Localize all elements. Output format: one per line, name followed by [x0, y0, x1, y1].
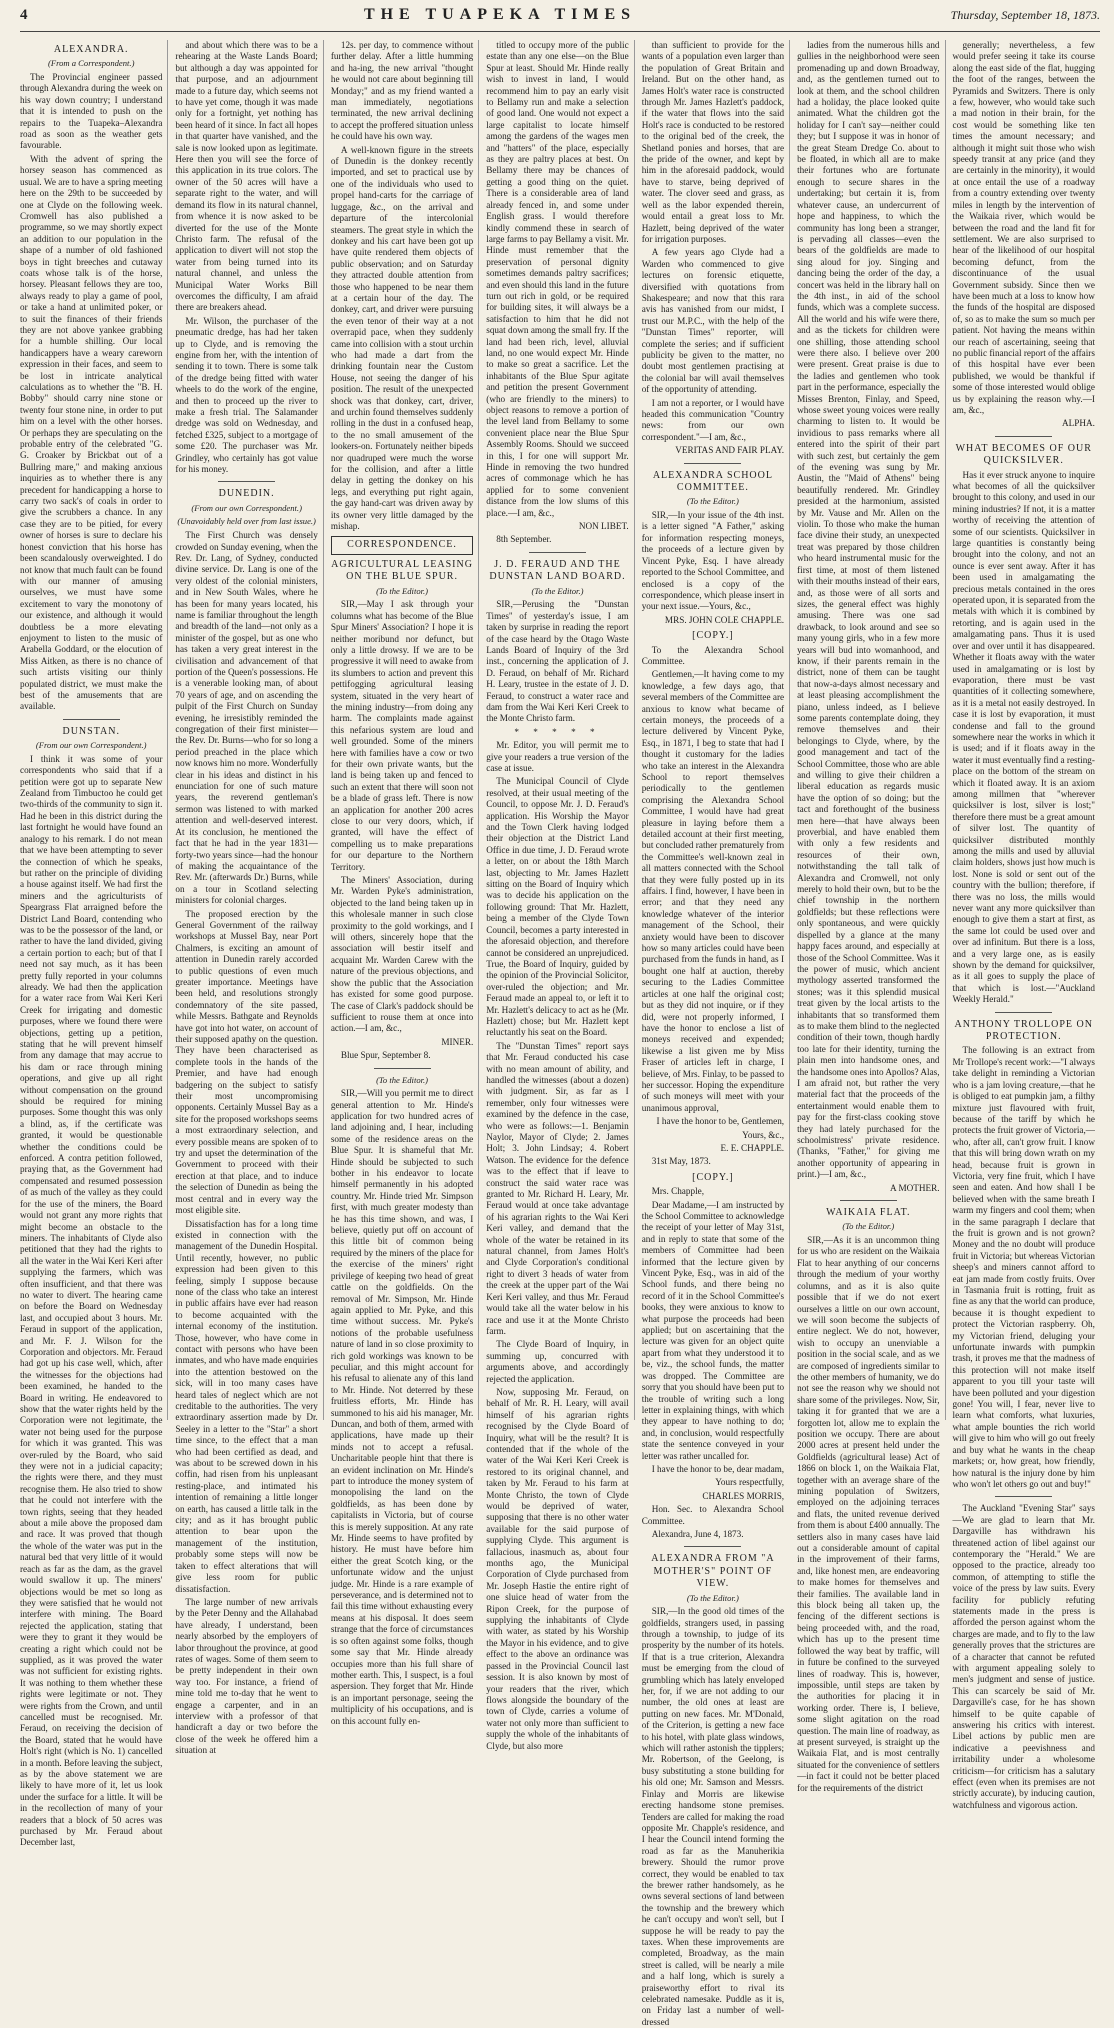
signature: CHARLES MORRIS,: [702, 1490, 785, 1501]
column-6: [797, 40, 945, 1793]
copy-label: [COPY.]: [692, 630, 734, 642]
signature: A MOTHER.: [890, 1182, 940, 1193]
paragraph: The Miners' Association, during Mr. Warden Pyke's administration, objected to the land being taken up in this wholesale manner in such close proximity to the gold workings, and I will others, sincerely hope that the association will bestir itself and acquaint Mr. Warden Carew with the nature of the previous objections, and show the public that the Association has existed for some good purpose. The case of Clark's paddock should be sufficient to rouse them at once into action.—I am, &c.,: [330, 875, 474, 1034]
divider: [374, 1068, 431, 1069]
divider: [63, 719, 120, 720]
letter-yours: Yours, &c.,: [742, 1129, 785, 1140]
divider: [995, 1496, 1052, 1497]
paragraph: and about which there was to be a rehearing at the Waste Lands Board; but although a day was appointed for that purpose, and an adjournment made to a future day, which seems not to have yet come, though it was made only for a fortnight, yet nothing has been heard of it since. In fact all hopes in that quarter have vanished, and the sale is now looked upon as legitimate. Here then you will see the force of this application in its true colors. The owner of the 50 acres will have a separate right to the water, and will demand its flow in its natural channel, from whence it is now asked to be diverted for the use of the Monte Christo farm. The refusal of the application to divert will not stop the water from being turned into its natural channel, and unless the Municipal Water Works Bill overcomes the difficulty, I am afraid there are breakers ahead.: [175, 40, 318, 313]
paragraph: ladies from the numerous hills and gullies in the neighborhood were seen promenading up and down Broadway, and, as the gentlemen turned out to look at them, and the school children had a holiday, the place looked quite animated. What the children got the holiday for I can't say—neither could they; but I suppose it was in honor of the great Steam Dredge Co. about to be floated, in which all are to make their fortunes who are fortunate enough to secure shares in the undertaking; but certain it is, from whatever cause, an undercurrent of hope and happiness, to which the community has long been a stranger, is pervading all classes—even the bears of the goldfields are made to sing aloud for joy. Singing and dancing being the order of the day, a concert was held in the library hall on the 4th inst., in aid of the school funds, which was a complete success. All the world and his wife were there, and as the tickets for children were one shilling, those attending school were there also. I believe over 200 were present. Great praise is due to the ladies and gentlemen who took part in the performance, especially the Misses Brenton, Finlay, and Speed, whose sweet young voices were really charming to listen to. It would be invidious to pass remarks where all entered into the spirit of their part with such zest, but certainly the gem of the evening was sung by Mr. Austin, the "Maid of Athens" being beautifully rendered. Mr. Grindley presided at the harmonium, assisted by Mr. Vause and Mr. Allen on the violin. To those who make the human face divine their study, an unexpected treat was prepared by those children who heard instrumental music for the first time, at most of them listened with their mouths instead of their ears, and, as those were of all sorts and sizes, the general effect was highly amusing. There was one sad drawback, to look around and see so many young girls, who in a few more years will bud into womanhood, and know, if their parents remain in the district, none of them can be taught that now-a-days almost necessary and at least pleasing accomplishment the piano, unless indeed, as I believe some parents contemplate doing, they remove themselves and their belongings to Clyde, where, by the good management and tact of the School Committee, those who are able and willing to give their children a liberal education as regards music have the option of so doing; but the tact and forethought of the business men here—that have always been proverbial, and have enabled them with only a few residents and resources of their own, notwithstanding the tall talk of Alexandra and Cromwell, not only merely to hold their own, but to be the chief township in the northern goldfields; but these reflections were only spontaneous, and were quickly dispelled by a glance at the many happy faces around, and especially at those of the School Committee. Was it the power of music, which ancient mythology asserted transformed the stones; was it this splendid musical treat given by the local artists to the inhabitants that so transformed them as to make them blind to the neglected condition of their town, though hardly too late for their identity, turning the plain men into handsome ones, and the handsome ones into Apollos? Alas, I am afraid not, but rather the very material fact that the proceeds of the entertainment would enable them to pay for the first-class cooking stove they had lately purchased for the schoolmistress' private residence. (Thanks, "Father," for giving me another opportunity of appearing in print.)—I am, &c.,: [797, 40, 940, 1180]
paragraph: A few years ago Clyde had a Warden who commenced to give lectures on forensic etiquette, diversified with quotations from Shakespeare; and now that this rara avis has vanished from our midst, I trust our M.P.C., with the help of the "Dunstan Times" reporter, will complete the series; and if sufficient publicity be given to the matter, no doubt most gentlemen practising at the colonial bar will avail themselves of the opportunity of attending.: [641, 247, 785, 395]
paragraph: SIR,—In your issue of the 4th inst. is a letter signed "A Father," asking for information respecting moneys, the proceeds of a lecture given by Vincent Pyke, Esq. I have already reported to the School Committee, and enclosed is a copy of the correspondence, which please insert in your next issue.—Yours, &c.,: [641, 510, 785, 612]
column-3: [330, 40, 479, 1726]
divider: [684, 463, 741, 464]
letter-addressee: To the Alexandra School Committee.: [641, 644, 785, 666]
paragraph: A well-known figure in the streets of Dunedin is the donkey recently imported, and set to practical use by one of the individuals who used to propel hand-carts for the carriage of luggage, &c., on the arrival and departure of the intercolonial steamers. The great style in which the donkey and his cart have been got up have quite rendered them objects of public observation; and on Saturday they attracted double attention from those who happened to be near them at a certain hour of the day. The donkey, cart, and driver were pursuing the even tenor of their way at a not overrapid pace, when they suddenly came into collision with a stout urchin who had made a dart from the drinking fountain near the Custom House, not seeing the danger of his position. The result of the unexpected shock was that donkey, cart, driver, and urchin found themselves suddenly rolling in the dust in a confused heap, to the no small amusement of the lookers-on. Fortunately neither bipeds nor quadruped were much the worse for the collision, and after a little delay in getting the donkey on his legs, and everything put right again, the gay hand-cart was driven away by its owner very little damaged by the mishap.: [330, 144, 474, 532]
paragraph: The "Dunstan Times" report says that Mr. Feraud conducted his case with no mean amount of ability, and handled the witnesses (about a dozen) with judgment. Sir, as far as I remember, only four witnesses were examined by the defence in the case, who were as follows:—1. Benjamin Naylor, Mayor of Clyde; 2. James Holt; 3. John Lindsay; 4. Robert Watson. The evidence for the defence was to the effect that if leave to construct the said water race was granted to Mr. Richard H. Leary, Mr. Feraud would at once take advantage of his agrarian rights to the Wai Keri Keri valley, and demand that the whole of the water be retained in its natural channel, from James Holt's and Clyde Corporation's conditional right to divert 3 heads of water from the creek at the upper part of the Wai Keri Keri valley, and thus Mr. Feraud would take all the water below in his race and use it at the Monte Christo farm.: [486, 1040, 629, 1336]
letter-close: I have the honor to be, dear madam,: [651, 1463, 785, 1474]
ellipsis-stars: * * * * *: [514, 726, 601, 737]
signature: E. E. CHAPPLE.: [720, 1142, 785, 1153]
paragraph: SIR,—As it is an uncommon thing for us who are resident on the Waikaia Flat to hear anything of our concerns through the medium of your worthy columns, and as it is also quite possible that if we do not exert ourselves a little on our own account, we will soon become the subjects of entire neglect. We do not, however, wish to occupy an unenviable a position in the social scale, and as we are composed of ingredients similar to the other members of humanity, we do not see the reason why we should not share some of the privileges. Now, Sir, taking it for granted that we are a forgotten lot, allow me to explain the position we occupy. There are about 2000 acres at present held under the Goldfields (agricultural lease) Act of 1866 on block 1, on the Waikaia Flat, together with an average share of the mining population of Switzers, employed on the adjoining terraces and flats, the united revenue derived from them is about £400 annually. The settlers also in many cases have laid out a considerable amount of capital in the improvement of their farms, and, like honest men, are endeavoring to make homes for themselves and their families. The available land in this block being all taken up, the fencing of the different sections is being proceeded with, and the road, which has up to the present time followed the way beat by traffic, will in future be confined to the surveyed lines of roadway. This is, however, impossible, until steps are taken by the authorities for placing it in working order. There is, I believe, some slight agitation on the road question. The main line of roadway, as at present surveyed, is straight up the Waikaia Flat, and is most centrally situated for the convenience of settlers—in fact it could not be better placed for the requirements of the district: [797, 1235, 940, 1793]
paragraph: The First Church was densely crowded on Sunday evening, when the Rev. Dr. Lang, of Sydney, conducted divine service. Dr. Lang is one of the very oldest of the colonial ministers, and in New South Wales, where he has been for many years located, his name is familiar throughout the length and breadth of the land—not only as a minister of the gospel, but as one who has taken a very great interest in the civilisation and advancement of that portion of the Queen's possessions. He is a venerable looking man, of about 70 years of age, and on ascending the pulpit of the First Church on Sunday evening, he irresistibly reminded the congregation of their first minister—the Rev. Dr. Burns—who for so long a period preached in the place which now knows him no more. Wonderfully clear in his ideas and distinct in his enunciation for one of such mature years, the reverend gentleman's sermon was listened to with marked attention and well-deserved interest. At its conclusion, he mentioned the fact that he had in the year 1831—forty-two years since—had the honour of making the acquaintance of the Rev. Mr. (afterwards Dr.) Burns, while on a tour in Scotland selecting ministers for colonial charges.: [175, 530, 318, 906]
paragraph: 12s. per day, to commence without further delay. After a little humming and ha-ing, the new arrival "thought he would not care about beginning till Monday;" and as my friend wanted a man immediately, negotiations terminated, the new arrival declining to accept the proffered situation unless he could have his own way.: [330, 40, 474, 142]
byline-dunstan: (From our own Correspondent.): [35, 740, 147, 751]
paragraph: SIR,—Will you permit me to direct general attention to Mr. Hinde's application for two hundred acres of land adjoining and, I hear, including some of the residence areas on the Blue Spur. It is shameful that Mr. Hinde should be subjected to such bother in his endeavor to locate himself permanently in his adopted country. Mr. Hinde tried Mr. Simpson first, with much greater modesty than he has this time shown, and was, I believe, quietly put off on account of this little bit of common being required by the miners of the place for the exercise of the miners' right privilege of keeping two head of great cattle on the goldfields. On the removal of Mr. Simpson, Mr. Hinde again applied to Mr. Pyke, and this time without success. Mr. Pyke's notions of the probable usefulness nature of land in so close proximity to rich gold workings was known to be peculiar, and this might account for his refusal to alienate any of this land to Mr. Hinde. Not deterred by these fruitless efforts, Mr. Hinde has summoned to his aid his manager, Mr. Duncan, and both of them, armed with applications, have made up their minds not to accept a refusal. Uncharitable people hint that there is an evident inclination on Mr. Hinde's part to introduce the money system of monopolising the land on the goldfields, as has been done by capitalists in Victoria, but of course this is merely supposition. At any rate Mr. Hinde seems to have profited by history. He must have before him either the great Scotch king, or the unfortunate widow and the unjust judge. Mr. Hinde is a rare example of perseverance, and is determined not to fail this time without exhausting every means at his disposal. It does seem strange that the force of circumstances is so often against some folks, though some say that Mr. Hinde already occupies more than his full share of mother earth. This, I suspect, is a foul aspersion. They forget that Mr. Hinde is an important personage, seeing the multiplicity of his occupations, and is on this account fully en-: [330, 1088, 474, 1726]
paragraph: I am not a reporter, or I would have headed this communication "Country news: from our own correspondent."—I am, &c.,: [641, 397, 785, 442]
signature-role: Hon. Sec. to Alexandra School Committee.: [641, 1504, 785, 1526]
dateline: Blue Spur, September 8.: [340, 1050, 431, 1061]
heading-waikaia-flat: WAIKAIA FLAT.: [826, 1207, 911, 1219]
column-5: [641, 40, 790, 2027]
column-1: [20, 40, 168, 1848]
signature: MRS. JOHN COLE CHAPPLE.: [664, 614, 785, 625]
letter-body: Gentlemen,—It having come to my knowledge, a few days ago, that several members of the Committee are anxious to know what became of certain moneys, the proceeds of a lecture delivered by Vincent Pyke, Esq., in 1871, I beg to state that had I thought it customary for the ladies who take an interest in the Alexandra School to report themselves periodically to the gentlemen comprising the Alexandra School Committee, I would have had great pleasure in laying before them a detailed account at their first meeting, but concluded rather prematurely from the Committee's well-known zeal in all matters connected with the School that they were fully posted up in its affairs. I find, however, I have been in error; and that they need any knowledge whatever of the interior management of the School, their anxiety would have been to discover how so many articles could have been purchased from the funds in hand, as I bought one half at auction, thereby securing to the Ladies Committee articles at one half the original cost; but as they did not inquire, or if they did, were not properly informed, I have the honor to enclose a list of moneys received and expended; likewise a list given me by Miss Fraser of articles left in charge, I believe, of Mrs. Finlay, to be passed to her successor. Hoping the expenditure of such moneys will meet with your unanimous approval,: [641, 669, 785, 1113]
copy-label: [COPY.]: [692, 1171, 734, 1183]
divider: [684, 1546, 741, 1547]
heading-agricultural-leasing: AGRICULTURAL LEASING ON THE BLUE SPUR.: [331, 558, 473, 583]
dateline: 31st May, 1873.: [651, 1156, 711, 1167]
note-held-over: (Unavoidably held over from last issue.): [177, 516, 316, 527]
paragraph: With the advent of spring the horsey season has commenced as usual. We are to have a spring meeting here on the 29th to be succeeded by one at Clyde on the following week. Cromwell has also published a programme, so we may shortly expect an addition to our population in the shape of a number of old fashioned boys in tight breeches and cutaway coats whose talk is of the horse, horsey. Pleasant fellows they are too, always ready to play a game of pool, or take a hand at unlimited poker, or to suit the finances of their friends they are not above yankee grabbing for a humble shilling. Our local handicappers have a weary careworn expression in their faces, and seem to be lost in intricate analytical calculations as to whether the "B. H. Bobby" should carry nine stone or twenty four stone nine, in order to put him on a level with the other horses. Or perhaps they are speculating on the probable entry of the celebrated "G. G. Croaker by Brickbat out of a Bullring mare," and making anxious inquiries as to whether there is any precedent for handicapping a horse to carry two sack's of coals in order to give the scrubbers a chance. In any case they are to be pitied, for every owner of horses is sure to declare his honest conviction that his horse has been scandalously overweighted. I do not know that much fault can be found with our manner of amusing ourselves, we must have some excitement to vary the monotony of our existence, and although it would doubtless be a more elevating enjoyment to listen to the music of Arabella Goddard, or the elocution of Miss Aitken, as there is no chance of such artists visiting our thinly populated district, we must make the best of the amusements that are available.: [20, 153, 163, 712]
signature: VERITAS AND FAIR PLAY.: [675, 445, 785, 456]
dateline: 8th September.: [496, 534, 552, 545]
signature: ALPHA.: [1062, 418, 1095, 429]
divider: [995, 436, 1052, 437]
heading-trollope: ANTHONY TROLLOPE ON PROTECTION.: [954, 1018, 1093, 1043]
byline-dunedin: (From our own Correspondent.): [191, 502, 302, 513]
signature: MINER.: [441, 1036, 474, 1047]
column-2: [175, 40, 323, 1756]
paragraph: I think it was some of your correspondents who said that if a petition were got up to separate New Zealand from Timbuctoo he could get two-thirds of the community to sign it. Had he been in this district during the last fortnight he would have found an analogy to his remark. I do not mean that we have been attempting to sever the connection of which he speaks, but rather on the principle of dividing a house against itself. We had first the miners and the agriculturists of Speargrass Flat arraigned before the District Land Board, contending who was to be the possessor of the land, or rather to have the land divided, giving a certain portion to each; but of that I need not say much, as it has been pretty fully reported in your columns already. We had then the application for a water race from Wai Keri Keri Creek for irrigating and domestic purposes, where we found there were objections, getting up a petition, stating that he will prevent himself from any damage that may accrue to his dam or race through mining operations, and give up all right without compensation on the ground should be required for mining purposes. Some thought this was only a blind, as, if the certificate was granted, it would be questionable whether the conditions could be enforced. A contra petition followed, praying that, as the Government had compensated and resumed possession of as much of the valley as they could for the use of the miners, the Board would not grant any more rights that might become an obstacle to the miners. The inhabitants of Clyde also petitioned that they had the rights to all the water in the Wai Keri Keri after supplying the farmers, which was often insufficient, and that there was no water to divert. The hearing came on before the Board on Wednesday last, and occupied about 3 hours. Mr. Feraud in support of the application, and Mr. F. J. Wilson for the Corporation and objectors. Mr. Feraud had got up his case well, which, after the witnesses for the objections had been examined, he handed to the Board in writing. He endeavored to show that the water rights held by the Corporation were not legitimate, the water not being used for the purpose for which it was granted. This was over-ruled by the Board, who said they were not in a judicial capacity; the rights were there, and they must recognise them. He also tried to show that he could not interfere with the town rights, seeing that they headed about a mile above the proposed dam and race. It was proved that though the whole of the water was put in the natural bed that very little of it would reach as far as the dam, as the gravel would swallow it up. The miners' objections would be met so long as they were satisfied that he would not interfere with mining. The Board rejected the application, stating that were they to grant it they would be creating a right which could not be supplied, as it was proved the water was not sufficient for existing rights. It was nothing to them whether these rights were legitimate or not. They were rights from the Crown, and until cancelled must be recognised. Mr. Feraud, on receiving the decision of the Board, stated that he would have Holt's right (which is No. 1) cancelled in a month. Before leaving the subject, as by the above statement we are likely to have more of it, let us look under the surface for a little. It will be in the recollection of many of your readers that a block of 50 acres was purchased by Mr. Feraud about December last,: [20, 753, 163, 1848]
heading-dunedin: DUNEDIN.: [218, 488, 275, 500]
signature: NON LIBET.: [578, 521, 629, 532]
paragraph: SIR,—In the good old times of the goldfields, strangers used, in passing through a township, to judge of its prosperity by the number of its hotels. If that is a true criterion, Alexandra must be emerging from the cloud of grumbling which has lately enveloped her, for, if we are not adding to our number, the old ones at least are putting on new faces. Mr. M'Donald, of the Criterion, is getting a new face to his hotel, with plate glass windows, which will rather astonish the tipplers; Mr. Robertson, of the Geelong, is busy substituting a stone building for his old one; Mr. Samson and Messrs. Finlay and Morris are likewise erecting handsome stone premises. Tenders are called for making the road opposite Mr. Chapple's residence, and I hear the Council intend forming the road as far as the Manuherikia brewery. Should the rumor prove correct, they would be enabled to tax the brewer rather handsomely, as he owns several sections of land between the township and the brewery which he can't occupy and won't sell, but I suppose he will be ready to pay the taxes. When these improvements are completed, Broadway, as the main street is called, will be nearly a mile and a half long, which is surely a praiseworthy effort to rival its celebrated namesake. Puddle as it is, on Friday last a number of well-dressed: [641, 1606, 785, 2027]
paragraph: Mr. Wilson, the purchaser of the pneumatic dredge, has had her taken up to Clyde, and is removing the engine from her, with the intention of sending it to town. There is some talk of the dredge being fitted with water wheels to do the work of the engine, and then to proceed up the river to make a fresh trial. The Salamander dredge was sold on Wednesday, and fetched £325, subject to a mortgage of some £20. The purchaser was Mr. Grindley, who certainly has got value for his money.: [175, 315, 318, 475]
masthead: [20, 6, 1100, 32]
to-the-editor: (To the Editor.): [842, 1221, 895, 1232]
divider: [995, 1012, 1052, 1013]
to-the-editor: (To the Editor.): [686, 1592, 739, 1603]
heading-mothers-view: ALEXANDRA FROM "A MOTHER'S" POINT OF VIEW.: [651, 1553, 775, 1590]
divider: [529, 552, 586, 553]
paragraph: The large number of new arrivals by the Peter Denny and the Allahabad have already, I understand, been nearly absorbed by the employers of labor throughout the province, at good rates of wages. Some of them seem to be pretty independent in their own way too. For instance, a friend of mine told me to-day that he went to engage a carpenter, and in an interview with a professor of that handicraft a day or two before the close of the week he offered him a situation at: [175, 1596, 318, 1756]
to-the-editor: (To the Editor.): [531, 585, 584, 596]
paragraph: Has it ever struck anyone to inquire what becomes of all the quicksilver brought to this colony, and used in our mining industries? If not, it is a matter worthy of receiving the attention of some of our scientists. Quicksilver in large quantities is constantly being brought into the colony, and not an ounce is ever sent away. After it has been used in amalgamating the precious metals contained in the ores operated upon, it is separated from the metals with which it is combined by retorting, and is again used in the amalgamating pans. Thus it is used over and over until it has disappeared. Whether it floats away with the water used in amalgamating or is lost by evaporation, there must be vast quantities of it collecting somewhere, as it is a metal not easily destroyed. In case it is lost by evaporation, it must condense and fall to the ground somewhere near the works in which it is used; and if it floats away in the water it must eventually find a resting-place on the bottom of the stream on which it floated away. It is an axiom among millmen that "wherever quicksilver is lost, silver is lost;" therefore there must be a great amount of silver lost. The quantity of quicksilver distributed monthly among the mills and used by alluvial claim holders, shows just how much is lost. None is sold or sent out of the country with the bullion; therefore, if there was no loss, the mills would never want any more quicksilver than enough to give them a start at first, as the same lot could be used over and over ad infinitum. But there is a loss, and a very large one, as is easily shown by the demand for quicksilver, as it all goes to supply the place of that which is lost.—"Auckland Weekly Herald.": [952, 469, 1095, 1005]
divider: [218, 481, 275, 482]
paper-title: THE TUAPEKA TIMES: [363, 6, 637, 23]
paragraph: The proposed erection by the General Government of the railway workshops at Mussel Bay, near Port Chalmers, is exciting an amount of attention in Dunedin rarely accorded to public questions of even much greater importance. Meetings have been held, and resolutions strongly condemnatory of the site passed, while Messrs. Bathgate and Reynolds have got into hot water, on account of their supposed apathy on the question. They have been characterised as complete tools in the hands of the Premier, and have had enough badgering on the subject to satisfy their most uncompromising opponents. Certainly Mussel Bay as a site for the proposed workshops seems a most extraordinary selection, and every possible means are spoken of to try and upset the determination of the Government to proceed with their erection at that place, and to induce the selection of Dunedin as being the most central and in every way the most eligible site.: [175, 908, 318, 1216]
paragraph: The Clyde Board of Inquiry, in summing up, concurred with arguments above, and accordingly rejected the application.: [486, 1339, 629, 1384]
page-number: 4: [20, 7, 28, 23]
paragraph: Dissatisfaction has for a long time existed in connection with the management of the Dunedin Hospital. Until recently, however, no public expression had been given to this feeling, simply I suppose because none of the class who take an interest in public affairs have ever had reason to become acquainted with the internal economy of the institution. Those, however, who have come in contact with persons who have been inmates, and who have made enquiries into the attention bestowed on the sick, will in too many cases have heard tales of neglect which are not creditable to the authorities. The very extraordinary assertion made by Dr. Seeley in a letter to the "Star" a short time since, to the effect that a man who had been certified as dead, and was about to be screwed down in his coffin, had risen from his unpleasant resting-place, and intimated his intention of remaining a little longer on earth, has caused a little talk in the city; and as it has brought public attention to bear upon the management of the institution, probably some steps will now be taken to effect alterations that will give less room for public dissatisfaction.: [175, 1218, 318, 1594]
letter-yours: Yours respectfully,: [715, 1477, 785, 1488]
heading-dunstan: DUNSTAN.: [62, 725, 120, 737]
columns: [20, 40, 1100, 2027]
heading-school-committee: ALEXANDRA SCHOOL COMMITTEE.: [652, 469, 773, 494]
byline-alexandra: (From a Correspondent.): [47, 58, 135, 69]
letter-addressee: Mrs. Chapple,: [651, 1186, 704, 1197]
letter-body: Dear Madame,—I am instructed by the School Committee to acknowledge the receipt of your letter of May 31st, and in reply to state that some of the members of Committee had been informed that the lecture given by Vincent Pyke, Esq., was in aid of the School funds, and there being no record of it in the School Committee's books, they were anxious to know to what purpose the proceeds had been applied; but on ascertaining that the lecture was given for an object quite apart from what they understood it to be, viz., the school funds, the matter was dropped. The Committee are sorry that you should have been put to the trouble of writing such a long letter in explaining things, with which they appear to have nothing to do; and, in conclusion, would respectfully state the sentence conveyed in your letter was rather uncalled for.: [641, 1199, 785, 1461]
paragraph: SIR,—Perusing the "Dunstan Times" of yesterday's issue, I am taken by surprise in reading the report of the case heard by the Otago Waste Lands Board of Inquiry of the 3rd inst., concerning the application of J. D. Feraud, on behalf of Mr. Richard H. Leary, trustee in the estate of J. D. Feraud, to construct a water race and dam from the Wai Keri Keri Creek to the Monte Christo farm.: [486, 599, 629, 724]
paragraph: SIR,—May I ask through your columns what has become of the Blue Spur Miners' Association? I hope it is neither moribund nor defunct, but only a little drowsy. If we are to be progressive it will need to awake from its slumbers to action and prevent this pettifogging agricultural leasing system, situated in the very heart of the mining industry—from doing any harm. The complaints made against this nefarious system are loud and well grounded. Some of the miners here with families have a cow or two for their own private wants, but the land is being taken up and fenced to such an extent that there will soon not be a blade of grass left. There is now an application for another 200 acres close to our very doors, which, if granted, will have the effect of compelling us to make preparations for our departure to the Northern Territory.: [330, 599, 474, 872]
issue-date: Thursday, September 18, 1873.: [950, 8, 1100, 22]
paragraph: titled to occupy more of the public estate than any one else—on the Blue Spur at least. Should Mr. Hinde really wish to invest in land, I would recommend him to pay an early visit to Bellamy run and make a selection of good land. One would not expect a large capitalist to locate himself among the gardens of the wages men and "hatters" of the place, especially as they are paltry places at best. On Bellamy there may be chances of getting a good thing on the quiet. There is a considerable area of land already fenced in, and some under English grass. I would therefore kindly commend these in search of large farms to pay Bellamy a visit. Mr. Hinde must remember that the preservation of personal dignity sometimes demands paltry sacrifices; and even should this land in the future turn out rich in gold, or be required for building sites, it will always be a satisfaction to him that he did not squat down among the small fry. If the land had been rich, level, alluvial land, no one would expect Mr. Hinde to make so great a sacrifice. Let the inhabitants of the Blue Spur agitate and petition the present Government (who are friendly to the miners) to object reasons to remove a portion of the level land from Bellamy to some convenient place near the Blue Spur Assembly Rooms. Should we succeed in this, I for one will support Mr. Hinde in removing the two hundred acres of commonage which he has applied for to some convenient distance from the low slums of this place.—I am, &c.,: [486, 40, 629, 518]
paragraph: The Auckland "Evening Star" says—We are glad to learn that Mr. Dargaville has withdrawn his threatened action of libel against our contemporary the "Herald." We are opposed to the practice, already too common, of attempting to stifle the voice of the press by law suits. Every facility for publicly refuting statements made in the press is afforded the person against whom the charges are made, and to fly to the law generally proves that the strictures are of a character that cannot be refuted with argument appealing solely to men's judgment and sense of justice. This can scarcely be said of Mr. Dargaville's case, for he has shown himself to be quite capable of answering his critics with interest. Libel actions by public men are indicative a peevishness and irritability under a wholesome criticism—for criticism has a salutary effect (even when its premises are not strictly accurate), by inducing caution, watchfulness and vigorous action.: [952, 1503, 1095, 1810]
letter-close: I have the honor to be, Gentlemen,: [656, 1116, 785, 1127]
to-the-editor: (To the Editor.): [686, 496, 739, 507]
heading-alexandra: ALEXANDRA.: [53, 44, 129, 55]
divider: [840, 1200, 897, 1201]
paragraph: generally; nevertheless, a few would prefer seeing it take its course along the east side of the flat, hugging the foot of the ranges, between the Pyramids and Switzers. There is only a few, however, who would take such a mad notion in their brain, for the cost would be something like ten times the amount necessary; and although it might suit those who wish speedy transit at any price (and they are certainly in the minority), it would at once entail the use of a roadway from a country extending over twenty miles in length by the intervention of the Waikaia river, which would be between the road and the land fit for settlement. We are also surprised to hear of the likelihood of our hospital becoming defunct, from the discontinuance of the usual Government subsidy. Since then we have been much at a loss to know how the funds of the hospital are disposed of, so as to make the sum so much per patient. Not having the means within our reach of ascertaining, seeing that no public financial report of the affairs of this hospital have ever been published, we would be thankful if some of those interested would oblige us by explaining the reason why.—I am, &c.,: [952, 40, 1095, 415]
section-title-correspondence: CORRESPONDENCE.: [331, 536, 473, 554]
heading-quicksilver: WHAT BECOMES OF OUR QUICKSILVER.: [955, 442, 1092, 467]
column-7: [952, 40, 1100, 1810]
to-the-editor: (To the Editor.): [376, 1074, 429, 1085]
column-4: [486, 40, 634, 1751]
to-the-editor: (To the Editor.): [376, 585, 429, 596]
paragraph: Now, supposing Mr. Feraud, on behalf of Mr. R. H. Leary, will avail himself of his agrarian rights recognised by the Clyde Board of Inquiry, what will be the result? It is contended that if the whole of the water of the Wai Keri Keri Creek is restored to its original channel, and taken by Mr. Feraud to his farm at Monte Christo, the town of Clyde would be deprived of water, supposing that there is no other water available for the said purpose of supplying Clyde. This argument is fallacious, inasmuch as, about four months ago, the Municipal Corporation of Clyde purchased from Mr. Joseph Hastie the entire right of one sluice head of water from the Ripon Creek, for the purpose of supplying the inhabitants of Clyde with water, as stated by his Worship the Mayor in his evidence, and to give effect to the above an ordinance was passed in the Provincial Council last session. It is also known by most of your readers that the river, which flows alongside the boundary of the town of Clyde, carries a volume of water not only more than sufficient to supply the whole of the inhabitants of Clyde, but also more: [486, 1386, 629, 1751]
paragraph: Mr. Editor, you will permit me to give your readers a true version of the case at issue.: [486, 740, 629, 773]
dateline: Alexandra, June 4, 1873.: [651, 1528, 744, 1539]
paragraph: The Municipal Council of Clyde resolved, at their usual meeting of the Council, to oppose Mr. J. D. Feraud's application. His Worship the Mayor and the Town Clerk having lodged their objection at the District Land Office in due time, J. D. Feraud wrote a letter, on or about the 18th March last, objecting to Mr. James Hazlett sitting on the Board of Inquiry which was to decide his application on the following ground: That Mr. Hazlett, being a member of the Clyde Town Council, becomes a party interested in the aforesaid objection, and therefore cannot be considered an unprejudiced. True, the Board of Inquiry, guided by the opinion of the Provincial Solicitor, over-ruled the objection; and Mr. Feraud made an appeal to, or left it to Mr. Hazlett's delicacy to act as he (Mr. Hazlett) chose; but Mr. Hazlett kept reluctantly his seat on the Board.: [486, 776, 629, 1038]
heading-feraud: J. D. FERAUD AND THE DUNSTAN LAND BOARD.: [489, 558, 626, 583]
paragraph: The Provincial engineer passed through Alexandra during the week on his way down country; I understand that it is intended to push on the repairs to the Tuapeka–Alexandra road as soon as the weather gets favourable.: [20, 72, 163, 151]
paragraph: than sufficient to provide for the wants of a population even larger than the population of Great Britain and Ireland. But on the other hand, as James Holt's water race is constructed through Mr. James Hazlett's paddock, if the water that flows into the said Holt's race is conducted to be restored to the original bed of the creek, the Shetland ponies and horses, that are the pride of the owner, and kept by him in the aforesaid paddock, would have to starve, being deprived of water. The clover seed and grass, as well as the labor expended therein, would entail a great loss to Mr. Hazlett, being deprived of the water for irrigation purposes.: [641, 40, 785, 244]
paragraph: The following is an extract from Mr Trollope's recent work:—"I always take delight in reminding a Victorian who is a jam loving creature,—that he is obliged to eat pumpkin jam, a filthy mixture just flavoured with fruit, because of the tariff by which he protects the fruit grower of Victoria,—who, after all, can't grow fruit. I know that this will bring down wrath on my head, because fruit is grown in Victoria, very fine fruit, which I have seen and eaten. And how shall I be believed when with the same breath I warm my fingers and cool them; when in the same paragraph I declare that the fruit is grown and is not grown? Money and the no doubt will produce fruit in Victoria; but whereas Victorian sheep's and miners cannot afford to eat jam made from costly fruits. Over in Tasmania fruit is rotting, fruit as fine as any that the world can produce, because it is thought expedient to protect the Victorian raspberry. Oh, my Victorian friend, deluging your unfortunate inwards with pumpkin trash, it proves me that the madness of this protection will not make itself apparent to you till your taste will have been polluted and your digestion gone! You will, I fear, never live to learn what comforts, what luxuries, what ample bounties the rich world will give to him who will go out freely and buy what he wants in the cheap markets; or, how great, how friendly, how natural is the injury done by him who won't let others go out and buy!": [952, 1045, 1095, 1489]
